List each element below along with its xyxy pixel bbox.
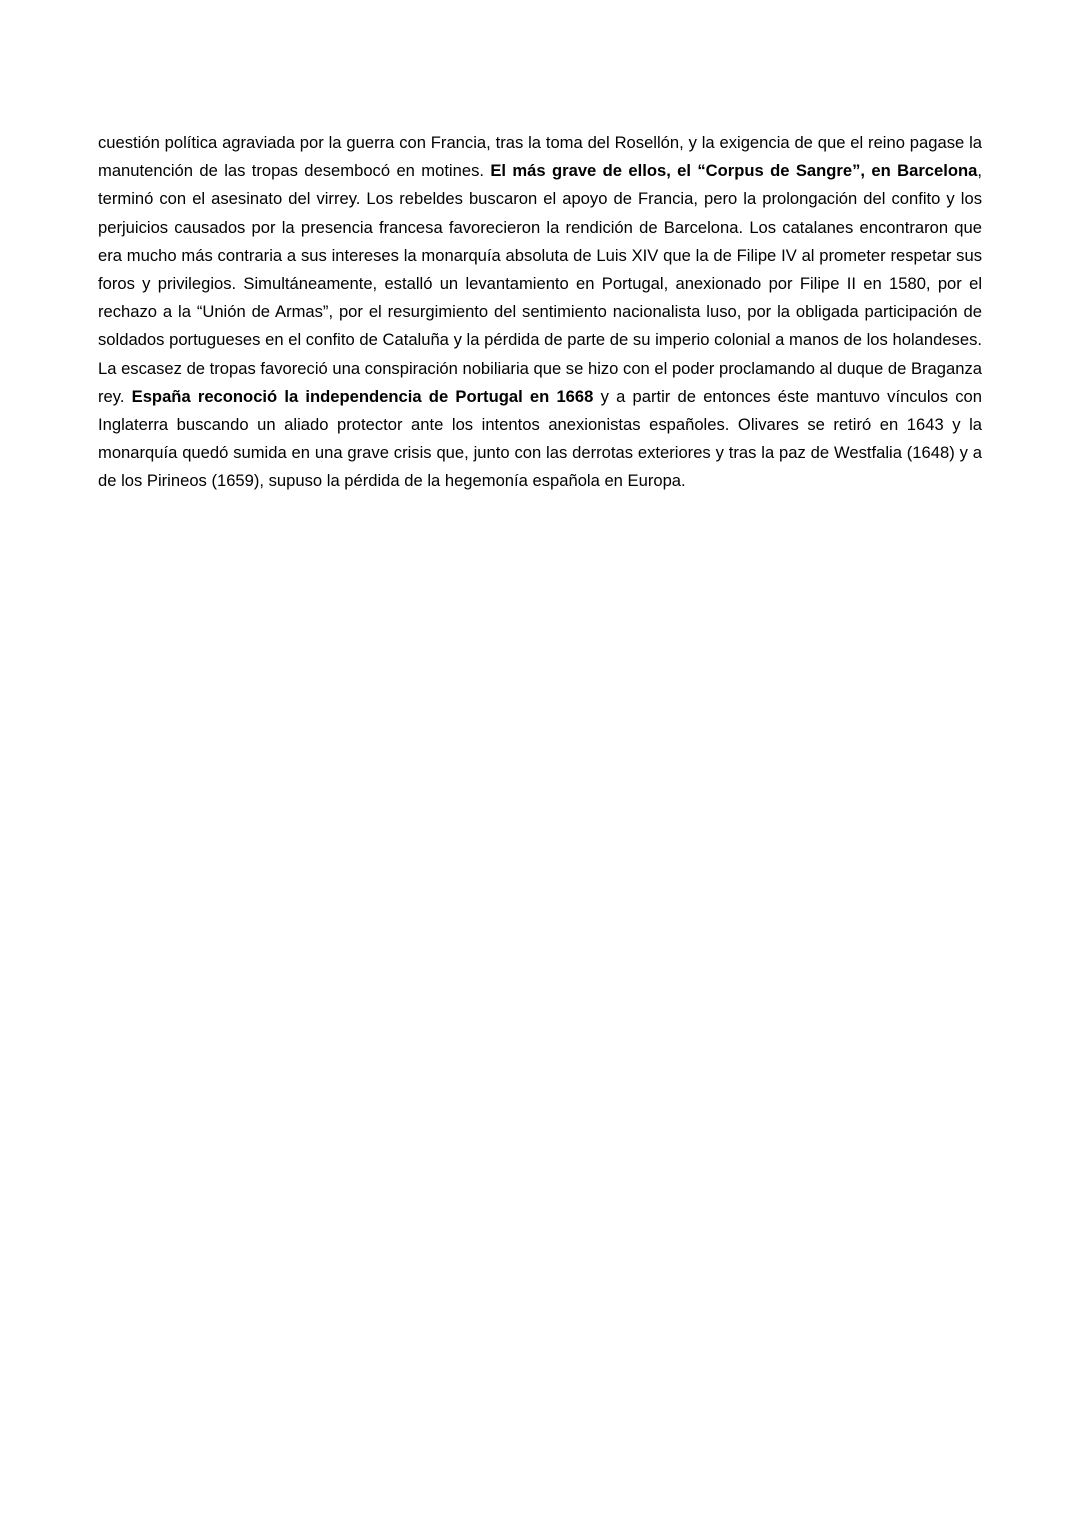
text-run: , terminó con el asesinato del virrey. Los rebeldes buscaron el apoyo de Francia, pero la prolongación del confito y los perjuicios causados por la presencia francesa favorecieron la rendición de Barcelona. Los catalanes encontraron que era mucho más contraria a sus intereses la monarquía absoluta de Luis XIV que la de Filipe IV al prometer respetar sus foros y privilegios. Simultáneamente, estalló un levantamiento en Portugal, anexionado por Filipe II en 1580, por el rechazo a la “Unión de Armas”, por el resurgimiento del sentimiento nacionalista luso, por la obligada participación de soldados portugueses en el confito de Cataluña y la pérdida de parte de su imperio colonial a manos de los holandeses. La escasez de tropas favoreció una conspiración nobiliaria que se hizo con el poder proclamando al duque de Braganza rey. [98, 161, 982, 406]
text-run: y a partir de entonces éste mantuvo vínculos con Inglaterra buscando un aliado protector ante los intentos anexionistas españoles. Olivares se retiró en 1643 y la monarquía quedó sumida en una grave crisis que, junto con las derrotas exteriores y tras la paz de Westfalia (1648) y a de los Pirineos (1659), supuso la pérdida de la hegemonía española en Europa. [98, 386, 983, 491]
body-paragraph [98, 129, 982, 496]
bold-text-corpus-de-sangre: El más grave de ellos, el “Corpus de Sangre”, en Barcelona [490, 161, 978, 181]
bold-text-independencia-portugal: España reconoció la independencia de Portugal en 1668 [131, 386, 594, 406]
text-run: cuestión política agraviada por la guerra con Francia, tras la toma del Rosellón, y la exigencia de que el reino pagase la manutención de las tropas desembocó en motines. [98, 133, 982, 181]
